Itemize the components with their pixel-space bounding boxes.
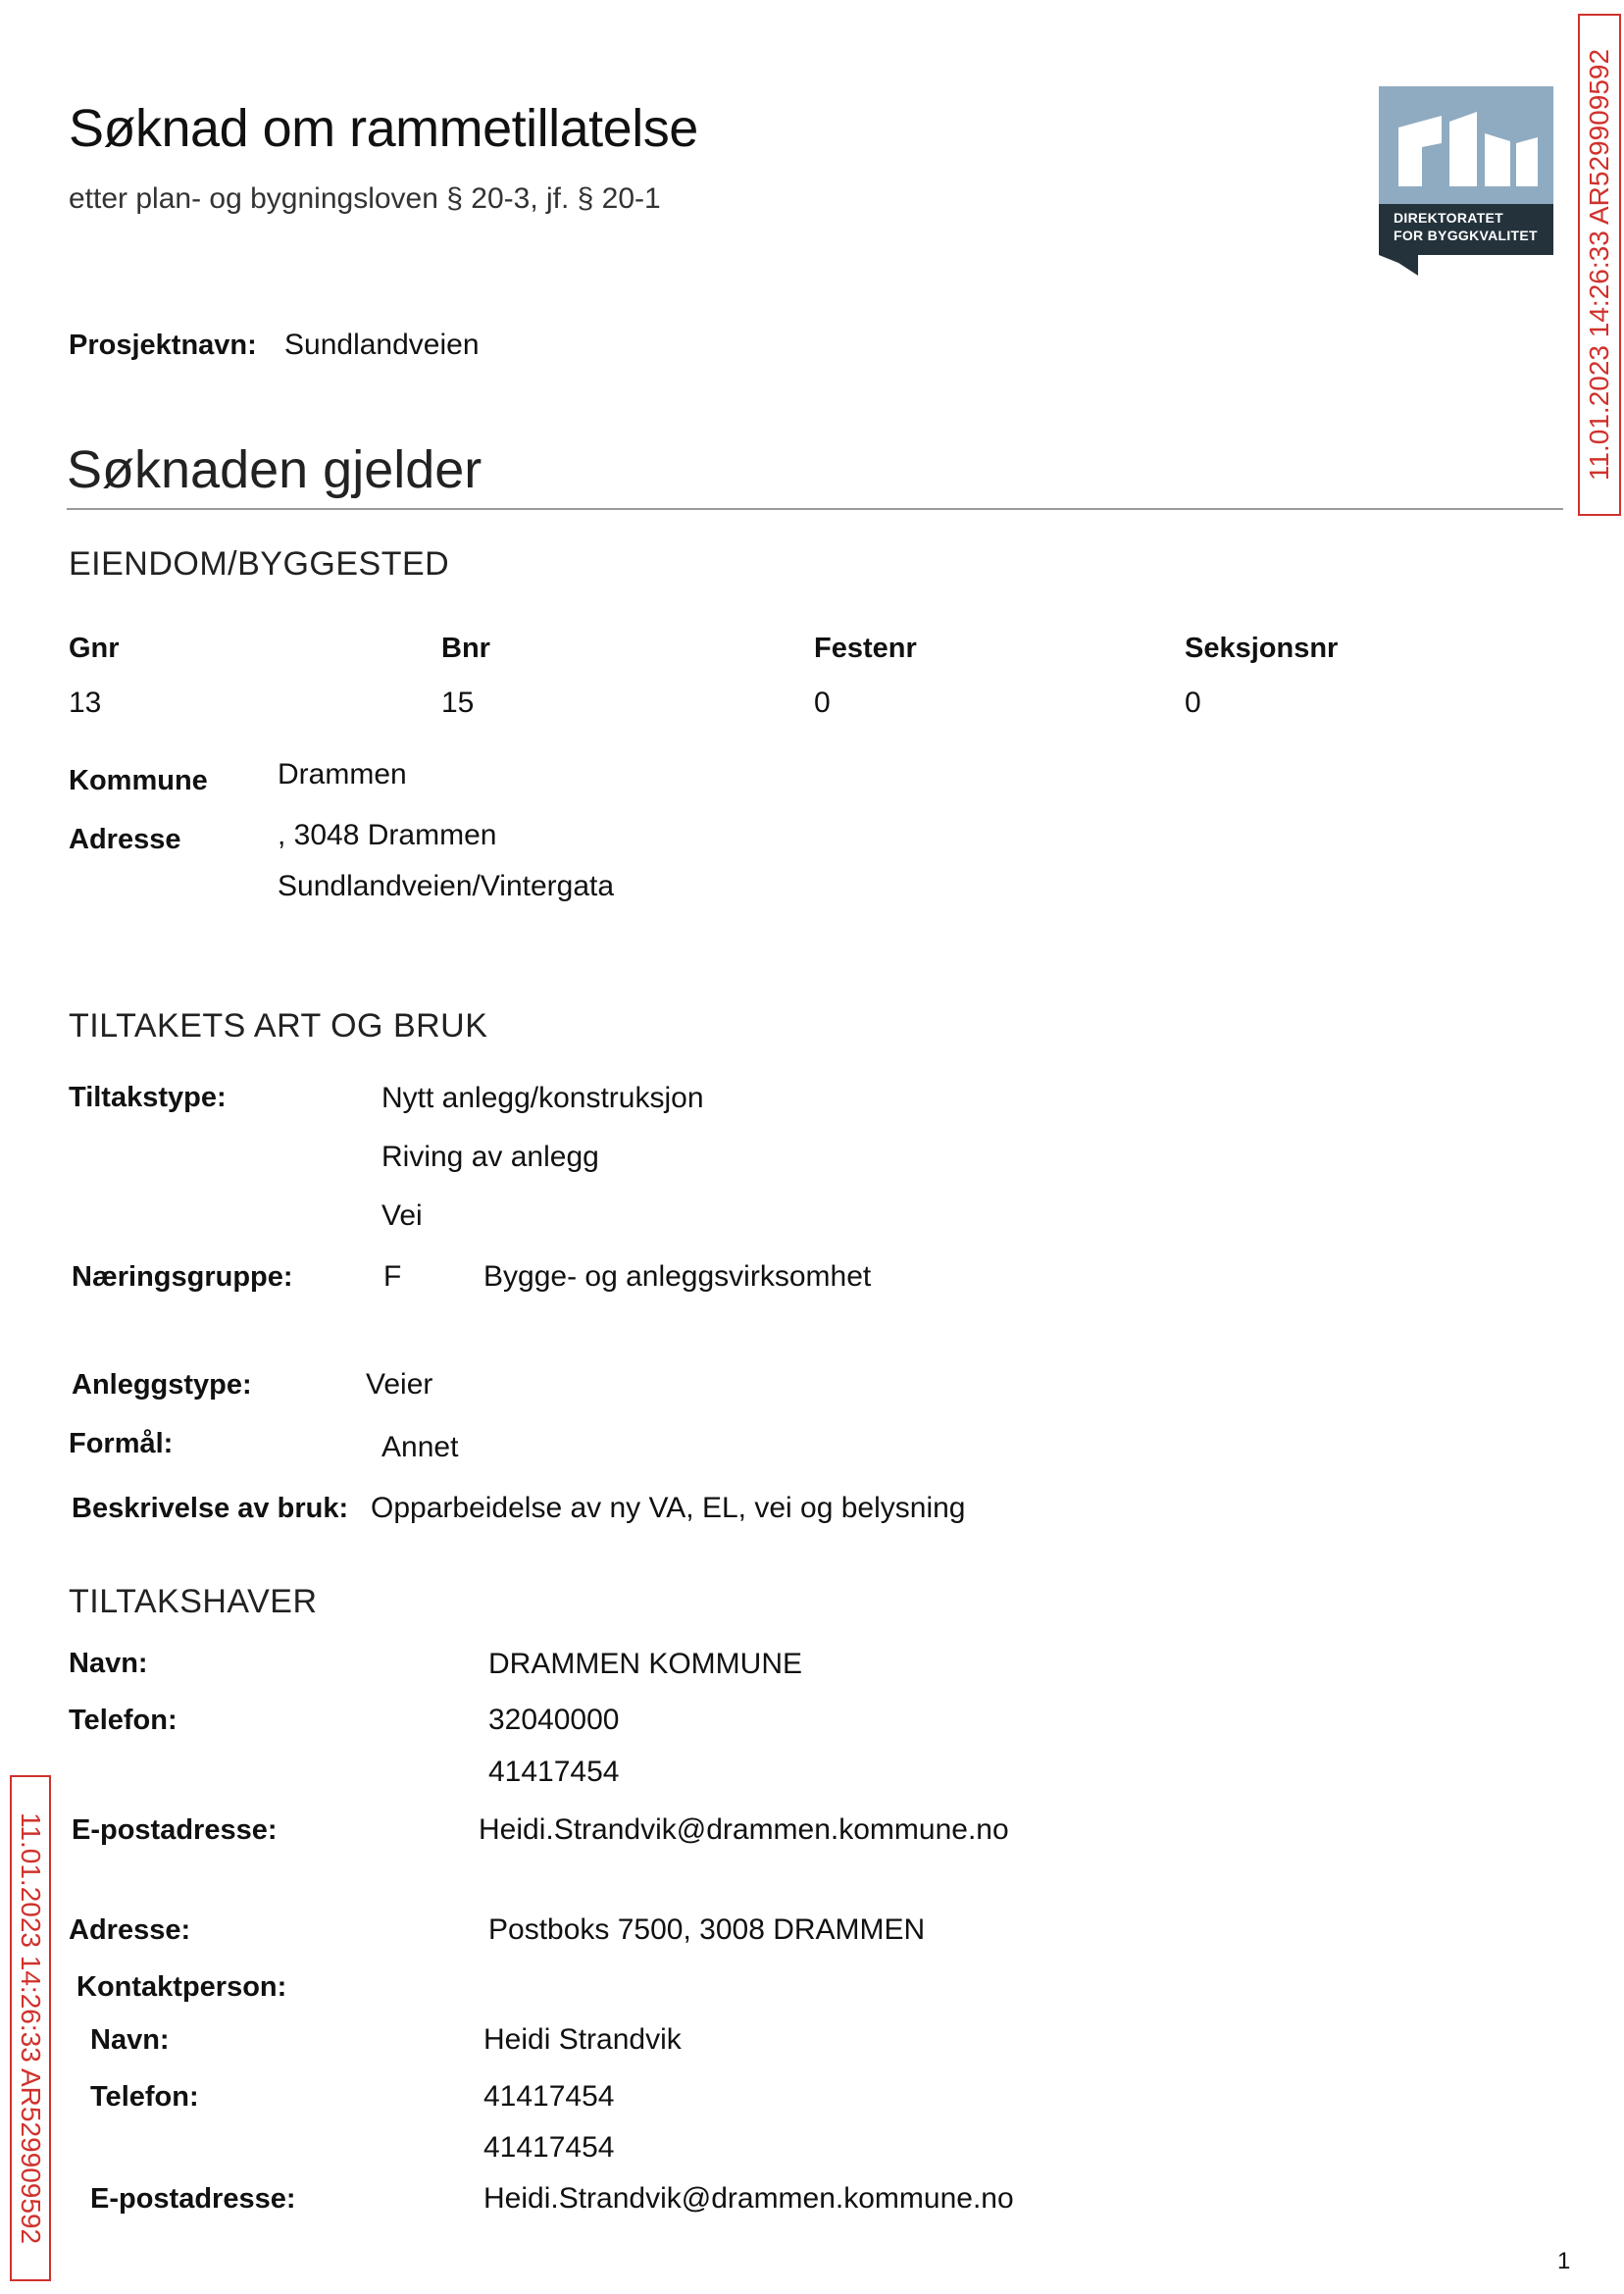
section-title: Søknaden gjelder [67,440,482,499]
anleggstype-value: Veier [366,1368,433,1401]
tiltakshaver-heading: TILTAKSHAVER [69,1583,318,1620]
kontakt-epost-label: E-postadresse: [90,2183,296,2215]
adresse-label: Adresse [69,824,181,855]
kontakt-navn-value: Heidi Strandvik [483,2023,682,2056]
beskrivelse-value: Opparbeidelse av ny VA, EL, vei og belysning [371,1492,966,1524]
naeringsgruppe-code: F [383,1260,402,1293]
naeringsgruppe-text: Bygge- og anleggsvirksomhet [483,1260,872,1293]
tiltakshaver-epost-label: E-postadresse: [72,1814,278,1846]
kontaktperson-label: Kontaktperson: [76,1971,287,2003]
tiltakshaver-adresse-value: Postboks 7500, 3008 DRAMMEN [488,1913,926,1946]
kommune-label: Kommune [69,765,208,796]
project-name-label: Prosjektnavn: [69,330,257,361]
kontakt-telefon-value: 41417454 [483,2080,615,2113]
formal-label: Formål: [69,1428,174,1459]
dibk-logo-icon [1379,86,1553,276]
beskrivelse-label: Beskrivelse av bruk: [72,1493,349,1524]
tiltakshaver-adresse-label: Adresse: [69,1914,191,1946]
kontakt-epost-value: Heidi.Strandvik@drammen.kommune.no [483,2182,1014,2215]
formal-value: Annet [381,1431,459,1463]
adresse-line1: , 3048 Drammen [278,819,497,851]
logo-text-line1: DIREKTORATET [1394,210,1503,226]
bnr-label: Bnr [441,633,490,664]
document-subtitle: etter plan- og bygningsloven § 20-3, jf. § 20-1 [69,182,661,215]
adresse-line2: Sundlandveien/Vintergata [278,870,615,902]
tiltakstype-item: Vei [381,1199,423,1232]
tiltakshaver-telefon-label: Telefon: [69,1705,178,1736]
anleggstype-label: Anleggstype: [72,1369,252,1401]
tiltak-heading: TILTAKETS ART OG BRUK [69,1007,488,1045]
logo-text-line2: FOR BYGGKVALITET [1394,228,1538,243]
tiltakshaver-telefon-value: 32040000 [488,1704,620,1736]
kommune-value: Drammen [278,758,407,790]
document-title: Søknad om rammetillatelse [69,99,698,158]
timestamp-stamp-bottom: 11.01.2023 14:26:33 AR529909592 [10,1775,51,2281]
gnr-value: 13 [69,687,102,719]
gnr-label: Gnr [69,633,120,664]
tiltakshaver-navn-value: DRAMMEN KOMMUNE [488,1648,802,1680]
kontakt-telefon-label: Telefon: [90,2081,199,2113]
tiltakshaver-telefon-value: 41417454 [488,1756,620,1788]
seksjonsnr-value: 0 [1185,687,1201,719]
section-divider [67,508,1563,510]
tiltakstype-item: Riving av anlegg [381,1141,599,1173]
tiltakshaver-epost-value: Heidi.Strandvik@drammen.kommune.no [479,1813,1009,1846]
kontakt-telefon-value: 41417454 [483,2131,615,2164]
festenr-value: 0 [814,687,831,719]
page-number: 1 [1557,2248,1571,2274]
tiltakstype-label: Tiltakstype: [69,1082,227,1113]
naeringsgruppe-label: Næringsgruppe: [72,1261,293,1293]
seksjonsnr-label: Seksjonsnr [1185,633,1339,664]
timestamp-stamp-top: 11.01.2023 14:26:33 AR529909592 [1578,14,1621,516]
festenr-label: Festenr [814,633,917,664]
project-name-value: Sundlandveien [284,329,480,361]
tiltakshaver-navn-label: Navn: [69,1648,148,1679]
tiltakstype-item: Nytt anlegg/konstruksjon [381,1082,704,1114]
bnr-value: 15 [441,687,475,719]
property-heading: EIENDOM/BYGGESTED [69,545,450,583]
kontakt-navn-label: Navn: [90,2024,170,2056]
